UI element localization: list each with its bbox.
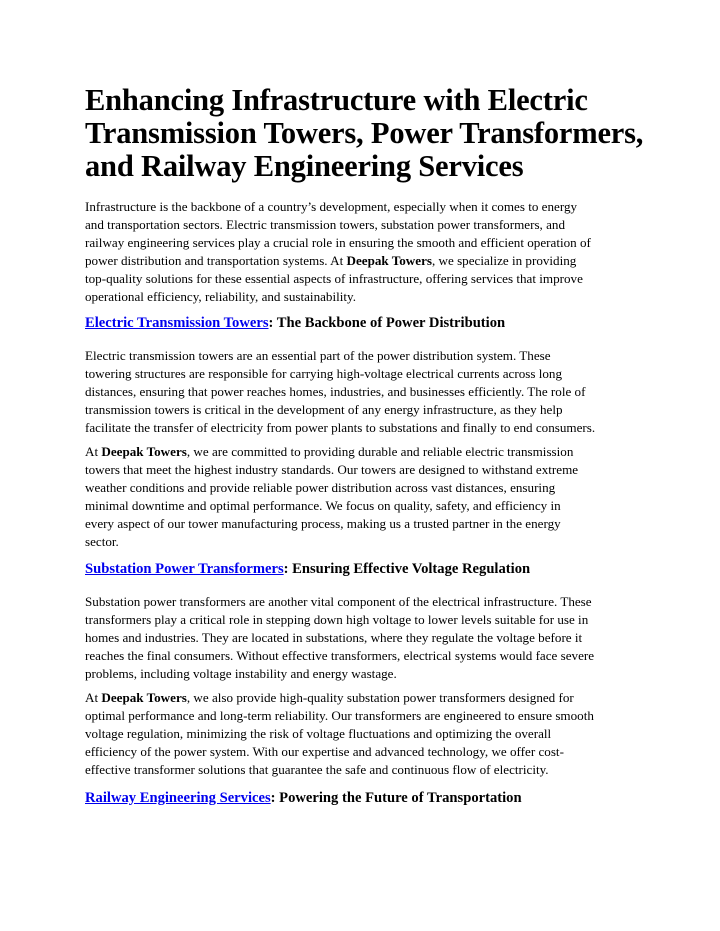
- title-line: Enhancing Infrastructure with Electric: [85, 83, 588, 117]
- text-line: Infrastructure is the backbone of a country’s development, especially when it comes to energy: [85, 199, 578, 214]
- text-line: [85, 252, 641, 270]
- text-line: reaches the final consumers. Without effective transformers, electrical systems would face severe: [85, 648, 595, 663]
- power-transformers-link[interactable]: Substation Power Transformers: [85, 561, 284, 577]
- railway-engineering-link[interactable]: Railway Engineering Services: [85, 790, 271, 806]
- title-line: Transmission Towers, Power Transformers,: [85, 116, 644, 150]
- text-fragment: , we also provide high-quality substation power transformers designed for: [186, 690, 574, 705]
- text-line: homes and industries. They are located in substations, where they regulate the voltage before it: [85, 630, 583, 645]
- text-line: sector.: [85, 534, 119, 549]
- text-line: distances, ensuring that power reaches homes, industries, and businesses efficiently. The role of: [85, 384, 586, 399]
- text-line: effective transformer solutions that guarantee the safe and continuous flow of electricity.: [85, 762, 549, 777]
- company-name: Deepak Towers: [346, 253, 432, 268]
- section-heading-transmission-towers: [85, 314, 505, 332]
- heading-rest: : The Backbone of Power Distribution: [268, 315, 506, 331]
- text-fragment: At: [85, 690, 102, 705]
- text-line: towers that meet the highest industry standards. Our towers are designed to withstand extreme: [85, 462, 579, 477]
- text-fragment: At: [85, 444, 102, 459]
- heading-rest: : Ensuring Effective Voltage Regulation: [283, 561, 531, 577]
- company-name: Deepak Towers: [101, 444, 187, 459]
- text-line: every aspect of our tower manufacturing process, making us a trusted partner in the energy: [85, 516, 561, 531]
- text-line: efficiency of the power system. With our expertise and advanced technology, we offer cost-: [85, 744, 564, 759]
- text-line: operational efficiency, reliability, and sustainability.: [85, 289, 356, 304]
- company-name: Deepak Towers: [101, 690, 187, 705]
- text-fragment: , we are committed to providing durable and reliable electric transmission: [186, 444, 574, 459]
- heading-rest: : Powering the Future of Transportation: [270, 790, 522, 806]
- text-line: towering structures are responsible for carrying high-voltage electrical currents across long: [85, 366, 563, 381]
- text-line: railway engineering services play a crucial role in ensuring the smooth and efficient operation of: [85, 235, 591, 250]
- text-line: top-quality solutions for these essential aspects of infrastructure, offering services that improve: [85, 271, 583, 286]
- text-line: [85, 443, 641, 461]
- text-line: minimal downtime and optimal performance. We focus on quality, safety, and efficiency in: [85, 498, 561, 513]
- text-line: voltage regulation, minimizing the risk of voltage fluctuations and optimizing the overall: [85, 726, 552, 741]
- paragraph: [85, 689, 641, 779]
- text-line: Substation power transformers are another vital component of the electrical infrastructure. These: [85, 594, 592, 609]
- page-title: [85, 84, 685, 183]
- section-heading-power-transformers: [85, 560, 530, 578]
- text-line: and transportation sectors. Electric transmission towers, substation power transformers, and: [85, 217, 565, 232]
- transmission-towers-link[interactable]: Electric Transmission Towers: [85, 315, 269, 331]
- text-line: transmission towers is critical in the development of any energy infrastructure, as they help: [85, 402, 563, 417]
- text-fragment: , we specialize in providing: [431, 253, 577, 268]
- title-line: and Railway Engineering Services: [85, 149, 524, 183]
- paragraph: [85, 593, 641, 683]
- text-line: [85, 689, 641, 707]
- paragraph: [85, 443, 641, 551]
- paragraph: [85, 347, 641, 437]
- text-line: optimal performance and long-term reliability. Our transformers are engineered to ensure smooth: [85, 708, 594, 723]
- text-line: facilitate the transfer of electricity from power plants to substations and finally to end consumers.: [85, 420, 596, 435]
- section-heading-railway-engineering: [85, 789, 522, 807]
- text-line: Electric transmission towers are an essential part of the power distribution system. These: [85, 348, 551, 363]
- text-line: problems, including voltage instability and energy wastage.: [85, 666, 397, 681]
- text-line: transformers play a critical role in stepping down high voltage to lower levels suitable for use in: [85, 612, 589, 627]
- intro-paragraph: [85, 198, 641, 306]
- text-fragment: power distribution and transportation systems. At: [85, 253, 347, 268]
- text-line: weather conditions and provide reliable power distribution across vast distances, ensuring: [85, 480, 556, 495]
